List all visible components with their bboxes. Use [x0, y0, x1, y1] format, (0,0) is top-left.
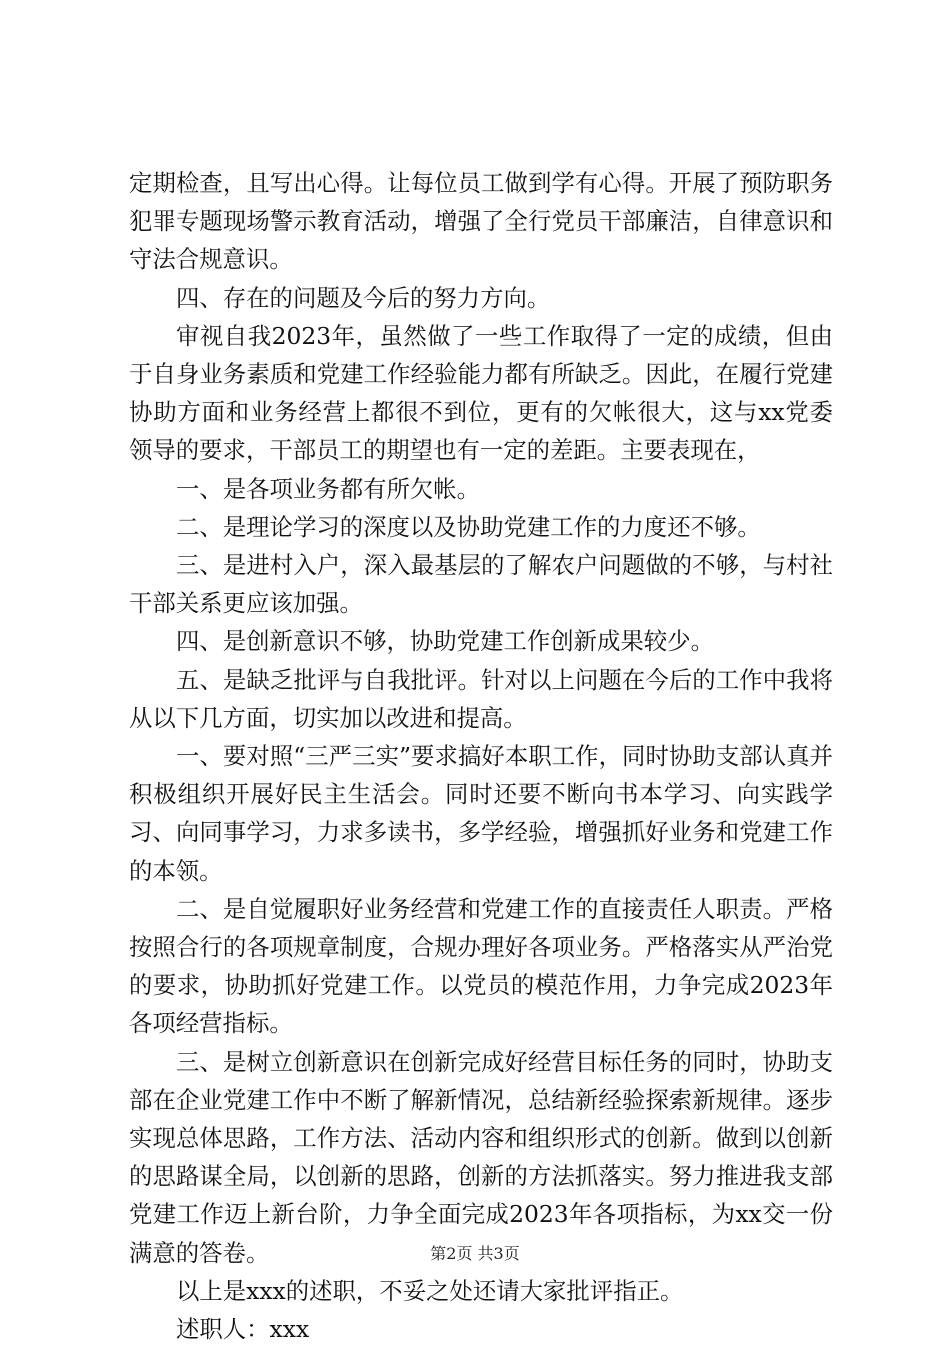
list-item-problem-1: 一、是各项业务都有所欠帐。: [176, 474, 481, 503]
list-item-improvement-3: 三、是树立创新意识在创新完成好经营目标任务的同时，协助支部在企业党建工作中不断了解新情况，总结新经验探索新规律。逐步实现总体思路，工作方法、活动内容和组织形式的创新。做到以创新的思路谋全局，以创新的思路，创新的方法抓落实。努力推进我支部党建工作迈上新台阶，力争全面完成2023年各项指标，为xx交一份满意的答卷。: [129, 1047, 833, 1267]
closing-statement: 以上是xxx的述职，不妥之处还请大家批评指正。: [176, 1276, 684, 1305]
section-heading-problems: 四、存在的问题及今后的努力方向。: [176, 283, 551, 312]
list-item-problem-5: 五、是缺乏批评与自我批评。针对以上问题在今后的工作中我将从以下几方面，切实加以改进和提高。: [129, 665, 833, 732]
page-number-footer: 第2页 共3页: [430, 1244, 520, 1263]
paragraph-continuation: 定期检查，且写出心得。让每位员工做到学有心得。开展了预防职务犯罪专题现场警示教育活动，增强了全行党员干部廉洁，自律意识和守法合规意识。: [129, 169, 833, 274]
document-body: [129, 164, 833, 1348]
list-item-problem-2: 二、是理论学习的深度以及协助党建工作的力度还不够。: [176, 512, 761, 541]
list-item-problem-3: 三、是进村入户，深入最基层的了解农户问题做的不够，与村社干部关系更应该加强。: [129, 551, 833, 618]
list-item-improvement-1: 一、要对照“三严三实”要求搞好本职工作，同时协助支部认真并积极组织开展好民主生活会。同时还要不断向书本学习、向实践学习、向同事学习，力求多读书，多学经验，增强抓好业务和党建工作的本领。: [129, 742, 833, 885]
list-item-problem-4: 四、是创新意识不够，协助党建工作创新成果较少。: [176, 627, 714, 656]
list-item-improvement-2: 二、是自觉履职好业务经营和党建工作的直接责任人职责。严格按照合行的各项规章制度，合规办理好各项业务。严格落实从严治党的要求，协助抓好党建工作。以党员的模范作用，力争完成2023年各项经营指标。: [129, 894, 833, 1038]
paragraph-self-review: 审视自我2023年，虽然做了一些工作取得了一定的成绩，但由于自身业务素质和党建工作经验能力都有所缺乏。因此，在履行党建协助方面和业务经营上都很不到位，更有的欠帐很大，这与xx党委领导的要求，干部员工的期望也有一定的差距。主要表现在，: [129, 321, 833, 465]
signature-line: 述职人：xxx: [176, 1315, 310, 1344]
